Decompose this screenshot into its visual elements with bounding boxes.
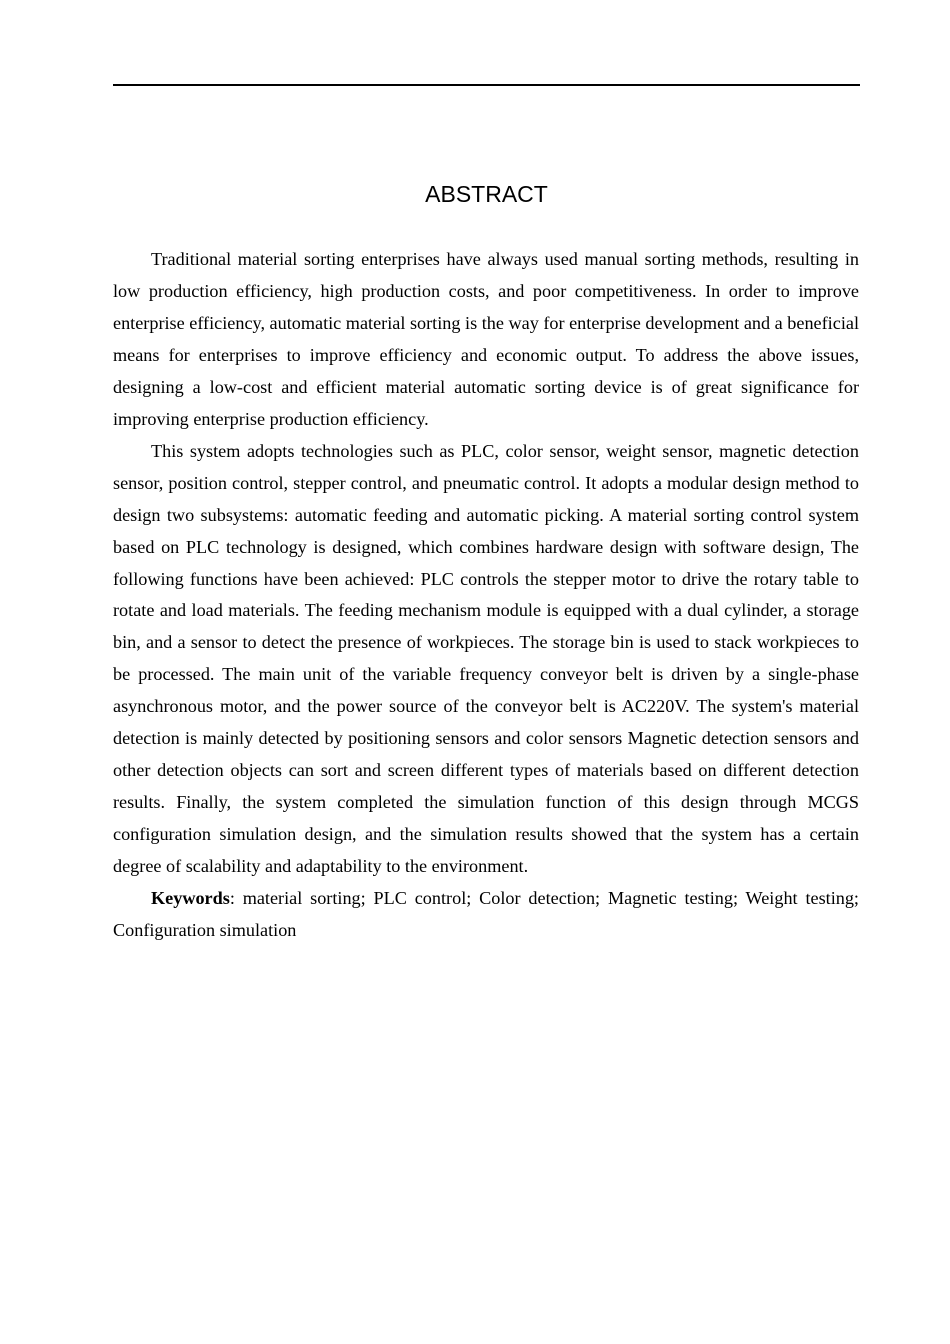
abstract-title: ABSTRACT: [425, 181, 548, 207]
abstract-paragraph-1: Traditional material sorting enterprises have always used manual sorting methods, resulting in low production efficiency, high production costs, and poor competitiveness. In order to improve enterprise efficiency, automatic material sorting is the way for enterprise development and a beneficial means for enterprises to improve efficiency and economic output. To address the above issues, designing a low-cost and efficient material automatic sorting device is of great significance for improving enterprise production efficiency.: [113, 249, 859, 429]
abstract-paragraph-2: This system adopts technologies such as PLC, color sensor, weight sensor, magnetic detection sensor, position control, stepper control, and pneumatic control. It adopts a modular design method to design two subsystems: automatic feeding and automatic picking. A material sorting control system based on PLC technology is designed, which combines hardware design with software design, The following functions have been achieved: PLC controls the stepper motor to drive the rotary table to rotate and load materials. The feeding mechanism module is equipped with a dual cylinder, a storage bin, and a sensor to detect the presence of workpieces. The storage bin is used to stack workpieces to be processed. The main unit of the variable frequency conveyor belt is driven by a single-phase asynchronous motor, and the power source of the conveyor belt is AC220V. The system's material detection is mainly detected by positioning sensors and color sensors Magnetic detection sensors and other detection objects can sort and screen different types of materials based on different detection results. Finally, the system completed the simulation function of this design through MCGS configuration simulation design, and the simulation results showed that the system has a certain degree of scalability and adaptability to the environment.: [113, 440, 859, 877]
header-rule: [113, 84, 860, 86]
keywords-text: : material sorting; PLC control; Color detection; Magnetic testing; Weight testing; Configuration simulation: [113, 888, 859, 941]
keywords-label: Keywords: [151, 888, 230, 909]
keywords-paragraph: [113, 883, 859, 947]
abstract-body: [113, 244, 859, 947]
